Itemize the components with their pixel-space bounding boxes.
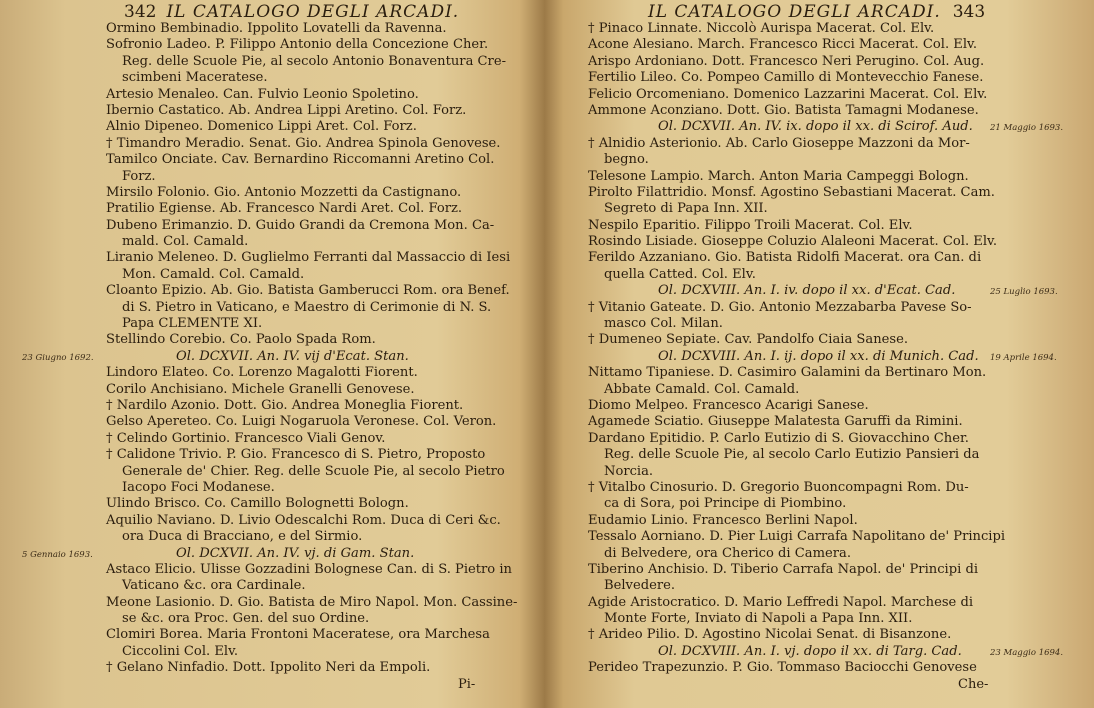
catalog-line: Reg. delle Scuole Pie, al secolo Antonio Bonaventura Cre- (122, 53, 506, 69)
catalog-line: Tamilco Onciate. Cav. Bernardino Riccomanni Aretino Col. (106, 152, 495, 168)
catalog-line: Mirsilo Folonio. Gio. Antonio Mozzetti da Castignano. (106, 184, 462, 200)
catalog-line: Mon. Camald. Col. Camald. (122, 266, 305, 282)
olympiad-heading: Ol. DCXVIII. An. I. iv. dopo il xx. d'Ecat. Cad. (658, 283, 956, 299)
catalog-line: quella Catted. Col. Elv. (604, 266, 756, 282)
right-page (554, 0, 1094, 708)
right-running-title: IL CATALOGO DEGLI ARCADI. (648, 2, 941, 22)
catalog-line: Telesone Lampio. March. Anton Maria Campeggi Bologn. (588, 168, 969, 184)
catalog-line: Abbate Camald. Col. Camald. (604, 381, 800, 397)
right-page-number: 343 (952, 2, 986, 22)
catalog-line: Gelso Apereteo. Co. Luigi Nogaruola Veronese. Col. Veron. (106, 414, 497, 430)
catalog-line: scimbeni Maceratese. (122, 70, 268, 86)
catalog-line: Agide Aristocratico. D. Mario Leffredi Napol. Marchese di (588, 594, 974, 610)
catalog-line: Corilo Anchisiano. Michele Granelli Genovese. (106, 381, 415, 397)
margin-date-note: 5 Gennaio 1693. (22, 549, 93, 560)
catalog-line: † Vitalbo Cinosurio. D. Gregorio Buoncompagni Rom. Du- (588, 479, 969, 495)
catalog-line: Stellindo Corebio. Co. Paolo Spada Rom. (106, 332, 376, 348)
catalog-line: Nittamo Tipaniese. D. Casimiro Galamini da Bertinaro Mon. (588, 365, 987, 381)
catalog-line: Dardano Epitidio. P. Carlo Eutizio di S. Giovacchino Cher. (588, 430, 969, 446)
olympiad-heading: Ol. DCXVIII. An. I. ij. dopo il xx. di Munich. Cad. (658, 348, 979, 364)
catalog-line: Segreto di Papa Inn. XII. (604, 201, 768, 217)
catalog-line: Fertilio Lileo. Co. Pompeo Camillo di Montevecchio Fanese. (588, 70, 984, 86)
catalog-line: begno. (604, 152, 649, 168)
catalog-line: Monte Forte, Inviato di Napoli a Papa Inn. XII. (604, 611, 913, 627)
catalog-line: † Pinaco Linnate. Niccolò Aurispa Macerat. Col. Elv. (588, 21, 935, 36)
catalog-line: † Celindo Gortinio. Francesco Viali Genov. (106, 430, 386, 446)
catalog-line: Acone Alesiano. March. Francesco Ricci Macerat. Col. Elv. (588, 37, 978, 53)
catalog-line: Ulindo Brisco. Co. Camillo Bolognetti Bologn. (106, 496, 409, 512)
catalog-line: Belvedere. (604, 578, 676, 594)
catalog-line: Meone Lasionio. D. Gio. Batista de Miro Napol. Mon. Cassine- (106, 594, 518, 610)
margin-date-note: 21 Maggio 1693. (990, 123, 1064, 134)
catalog-line: Reg. delle Scuole Pie, al secolo Carlo Eutizio Pansieri da (604, 447, 980, 463)
catalog-line: † Calidone Trivio. P. Gio. Francesco di S. Pietro, Proposto (106, 447, 486, 463)
olympiad-heading: Ol. DCXVII. An. IV. vij d'Ecat. Stan. (176, 348, 409, 364)
catalog-line: Arispo Ardoniano. Dott. Francesco Neri Perugino. Col. Aug. (588, 53, 985, 69)
catalog-line: se &c. ora Proc. Gen. del suo Ordine. (122, 611, 370, 627)
left-running-head (124, 2, 459, 22)
catalog-line: ora Duca di Bracciano, e del Sirmio. (122, 529, 363, 545)
catalog-line: † Timandro Meradio. Senat. Gio. Andrea Spinola Genovese. (106, 135, 501, 151)
catalog-line: Aquilio Naviano. D. Livio Odescalchi Rom. Duca di Ceri &c. (106, 512, 501, 528)
left-running-title: IL CATALOGO DEGLI ARCADI. (166, 2, 460, 22)
catalog-line: Generale de' Chier. Reg. delle Scuole Pie, al secolo Pietro (122, 463, 505, 479)
catalog-line: Nespilo Eparitio. Filippo Troili Macerat. Col. Elv. (588, 217, 913, 233)
catalog-line: Iacopo Foci Modanese. (122, 479, 275, 495)
catalog-line: Sofronio Ladeo. P. Filippo Antonio della Concezione Cher. (106, 37, 489, 53)
catalog-line: Rosindo Lisiade. Gioseppe Coluzio Alaleoni Macerat. Col. Elv. (588, 234, 998, 250)
catalog-line: † Gelano Ninfadio. Dott. Ippolito Neri da Empoli. (106, 660, 431, 676)
catalog-line: † Dumeneo Sepiate. Cav. Pandolfo Ciaia Sanese. (588, 332, 909, 348)
left-entry-list (106, 21, 518, 677)
left-page-number: 342 (124, 2, 157, 22)
catalog-line: Diomo Melpeo. Francesco Acarigi Sanese. (588, 397, 869, 413)
catalog-line: Pratilio Egiense. Ab. Francesco Nardi Aret. Col. Forz. (106, 201, 463, 217)
catalog-line: Ferildo Azzaniano. Gio. Batista Ridolfi Macerat. ora Can. di (588, 250, 982, 266)
catalog-line: Artesio Menaleo. Can. Fulvio Leonio Spoletino. (106, 86, 419, 102)
catalog-line: Clomiri Borea. Maria Frontoni Maceratese, ora Marchesa (106, 627, 490, 643)
margin-date-note: 23 Maggio 1694. (990, 648, 1064, 659)
catalog-line: Pirolto Filattridio. Monsf. Agostino Sebastiani Macerat. Cam. (588, 184, 995, 200)
left-page (0, 0, 540, 708)
margin-date-note: 25 Luglio 1693. (990, 287, 1058, 298)
catalog-line: Cloanto Epizio. Ab. Gio. Batista Gamberucci Rom. ora Benef. (106, 283, 510, 299)
catalog-line: † Alnidio Asterionio. Ab. Carlo Gioseppe Mazzoni da Mor- (588, 135, 970, 151)
catalog-line: Dubeno Erimanzio. D. Guido Grandi da Cremona Mon. Ca- (106, 217, 495, 233)
catalog-line: di S. Pietro in Vaticano, e Maestro di Cerimonie di N. S. (122, 299, 492, 315)
catalog-line: Liranio Meleneo. D. Guglielmo Ferranti dal Massaccio di Iesi (106, 250, 511, 266)
olympiad-heading: Ol. DCXVIII. An. I. vj. dopo il xx. di Targ. Cad. (658, 643, 962, 659)
catalog-line: ca di Sora, poi Principe di Piombino. (604, 496, 847, 512)
catalog-line: Perideo Trapezunzio. P. Gio. Tommaso Baciocchi Genovese (588, 660, 977, 676)
catalog-line: Papa CLEMENTE XI. (122, 316, 263, 332)
catalog-line: Norcia. (604, 463, 654, 479)
catalog-line: Tiberino Anchisio. D. Tiberio Carrafa Napol. de' Principi di (588, 561, 979, 577)
right-running-head (648, 2, 985, 22)
catalog-line: † Vitanio Gateate. D. Gio. Antonio Mezzabarba Pavese So- (588, 299, 972, 315)
catalog-line: Vaticano &c. ora Cardinale. (122, 578, 306, 594)
catalog-line: mald. Col. Camald. (122, 234, 249, 250)
catalog-line: Ciccolini Col. Elv. (122, 643, 239, 659)
catalog-line: Agamede Sciatio. Giuseppe Malatesta Garuffi da Rimini. (588, 414, 963, 430)
catalog-line: Lindoro Elateo. Co. Lorenzo Magalotti Fiorent. (106, 365, 418, 381)
margin-date-note: 19 Aprile 1694. (990, 353, 1057, 363)
catalog-line: masco Col. Milan. (604, 316, 723, 332)
catalog-line: Ibernio Castatico. Ab. Andrea Lippi Aretino. Col. Forz. (106, 102, 467, 118)
left-catchword: Pi- (458, 677, 476, 692)
catalog-line: Tessalo Aorniano. D. Pier Luigi Carrafa Napolitano de' Principi (588, 529, 1006, 545)
catalog-line: Ammone Aconziano. Dott. Gio. Batista Tamagni Modanese. (588, 102, 979, 118)
margin-date-note: 23 Giugno 1692. (22, 353, 94, 363)
catalog-line: Ormino Bembinadio. Ippolito Lovatelli da Ravenna. (106, 21, 447, 36)
catalog-line: Astaco Elicio. Ulisse Gozzadini Bolognese Can. di S. Pietro in (106, 561, 512, 577)
catalog-line: Eudamio Linio. Francesco Berlini Napol. (588, 512, 858, 528)
olympiad-heading: Ol. DCXVII. An. IV. vj. di Gam. Stan. (176, 545, 415, 561)
olympiad-heading: Ol. DCXVII. An. IV. ix. dopo il xx. di Scirof. Aud. (658, 119, 973, 135)
catalog-line: di Belvedere, ora Cherico di Camera. (604, 545, 851, 561)
catalog-line: Alnio Dipeneo. Domenico Lippi Aret. Col. Forz. (106, 119, 417, 135)
right-catchword: Che- (958, 677, 989, 692)
catalog-line: † Arideo Pilio. D. Agostino Nicolai Senat. di Bisanzone. (588, 627, 952, 643)
right-entry-list (588, 21, 1006, 677)
catalog-line: Forz. (122, 168, 156, 184)
catalog-line: † Nardilo Azonio. Dott. Gio. Andrea Moneglia Fiorent. (106, 397, 464, 413)
catalog-line: Felicio Orcomeniano. Domenico Lazzarini Macerat. Col. Elv. (588, 86, 988, 102)
